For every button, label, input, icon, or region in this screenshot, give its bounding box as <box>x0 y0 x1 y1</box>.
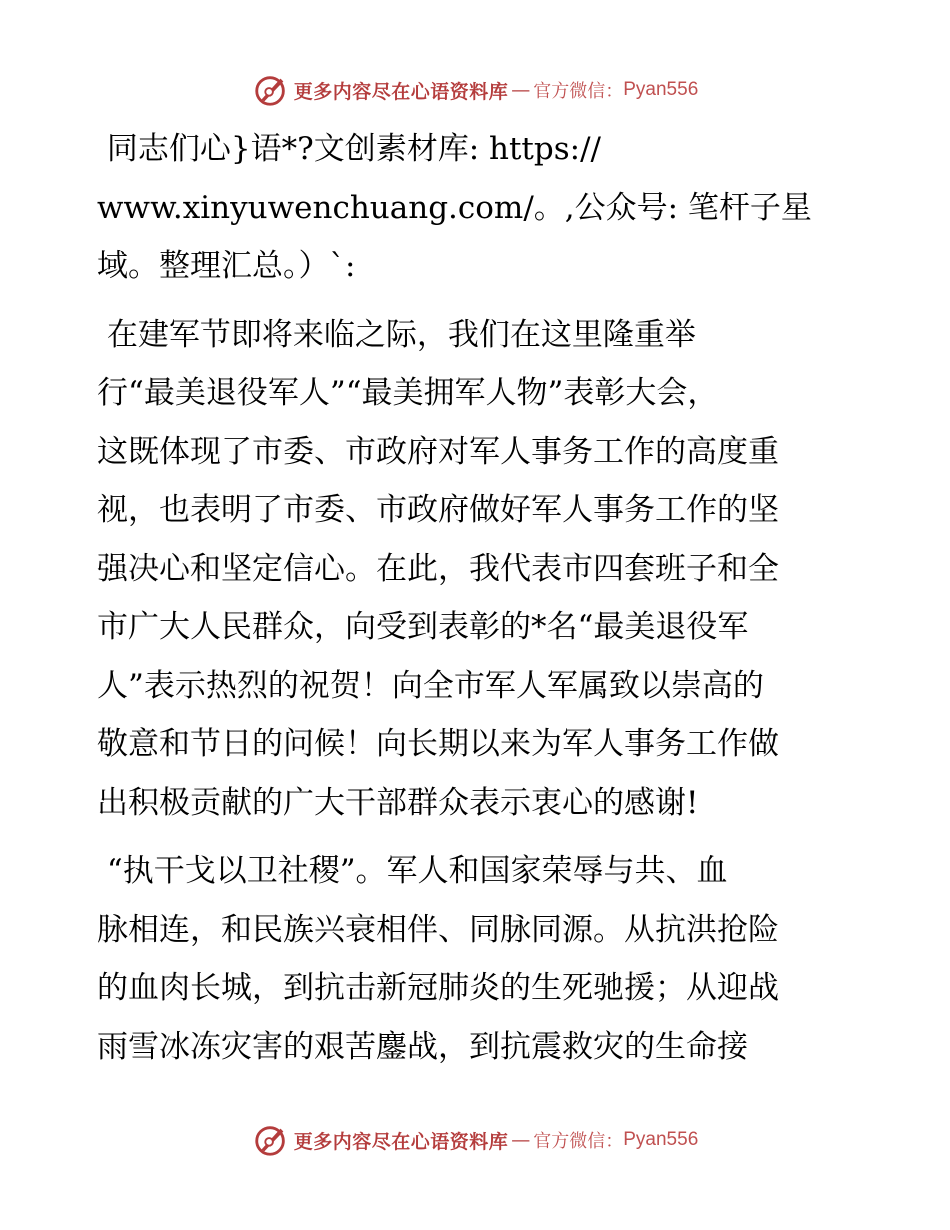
document-body <box>97 120 857 1086</box>
banner-title: 更多内容尽在心语资料库 <box>293 80 509 103</box>
paragraph-3 <box>97 842 857 1076</box>
text-line: 敬意和节日的问候！向长期以来为军人事务工作做 <box>97 726 779 762</box>
logo-icon <box>252 71 290 109</box>
text-line: 雨雪冰冻灾害的艰苦鏖战，到抗震救灾的生命接 <box>97 1028 748 1065</box>
text-line: 行“最美退役军人”“最美拥军人物”表彰大会， <box>97 375 719 411</box>
text-line: www.xinyuwenchuang.com/。,公众号: 笔杆子星 <box>97 189 812 226</box>
paragraph-2 <box>97 306 857 833</box>
text-line: 在建军节即将来临之际，我们在这里隆重举 <box>97 316 696 353</box>
logo-icon <box>252 1121 290 1159</box>
text-line: 出积极贡献的广大干部群众表示衷心的感谢! <box>97 784 699 821</box>
banner-separator: — <box>511 79 531 101</box>
banner-title: 更多内容尽在心语资料库 <box>293 1130 509 1153</box>
text-line: 同志们心}语*?文创素材库: https:// <box>97 131 601 167</box>
header-banner <box>0 70 950 110</box>
text-line: 强决心和坚定信心。在此，我代表市四套班子和全 <box>97 550 779 587</box>
banner-wechat-id: Pyan556 <box>623 79 699 100</box>
footer-banner <box>0 1120 950 1160</box>
text-line: 人”表示热烈的祝贺！向全市军人军属致以崇高的 <box>97 667 764 704</box>
text-line: 脉相连，和民族兴衰相伴、同脉同源。从抗洪抢险 <box>97 911 779 948</box>
banner-wechat-id: Pyan556 <box>623 1129 699 1150</box>
text-line: 这既体现了市委、市政府对军人事务工作的高度重 <box>97 433 779 470</box>
text-line: “执干戈以卫社稷”。军人和国家荣辱与共、血 <box>97 853 728 889</box>
banner-separator: — <box>511 1129 531 1151</box>
paragraph-1 <box>97 120 857 296</box>
text-line: 视，也表明了市委、市政府做好军人事务工作的坚 <box>97 492 779 528</box>
banner-wechat-label: 官方微信： <box>533 1131 624 1152</box>
text-line: 市广大人民群众，向受到表彰的*名“最美退役军 <box>97 609 749 645</box>
text-line: 的血肉长城，到抗击新冠肺炎的生死驰援；从迎战 <box>97 970 779 1006</box>
banner-wechat-label: 官方微信： <box>533 81 624 102</box>
text-line: 域。整理汇总。）`: <box>97 248 356 284</box>
